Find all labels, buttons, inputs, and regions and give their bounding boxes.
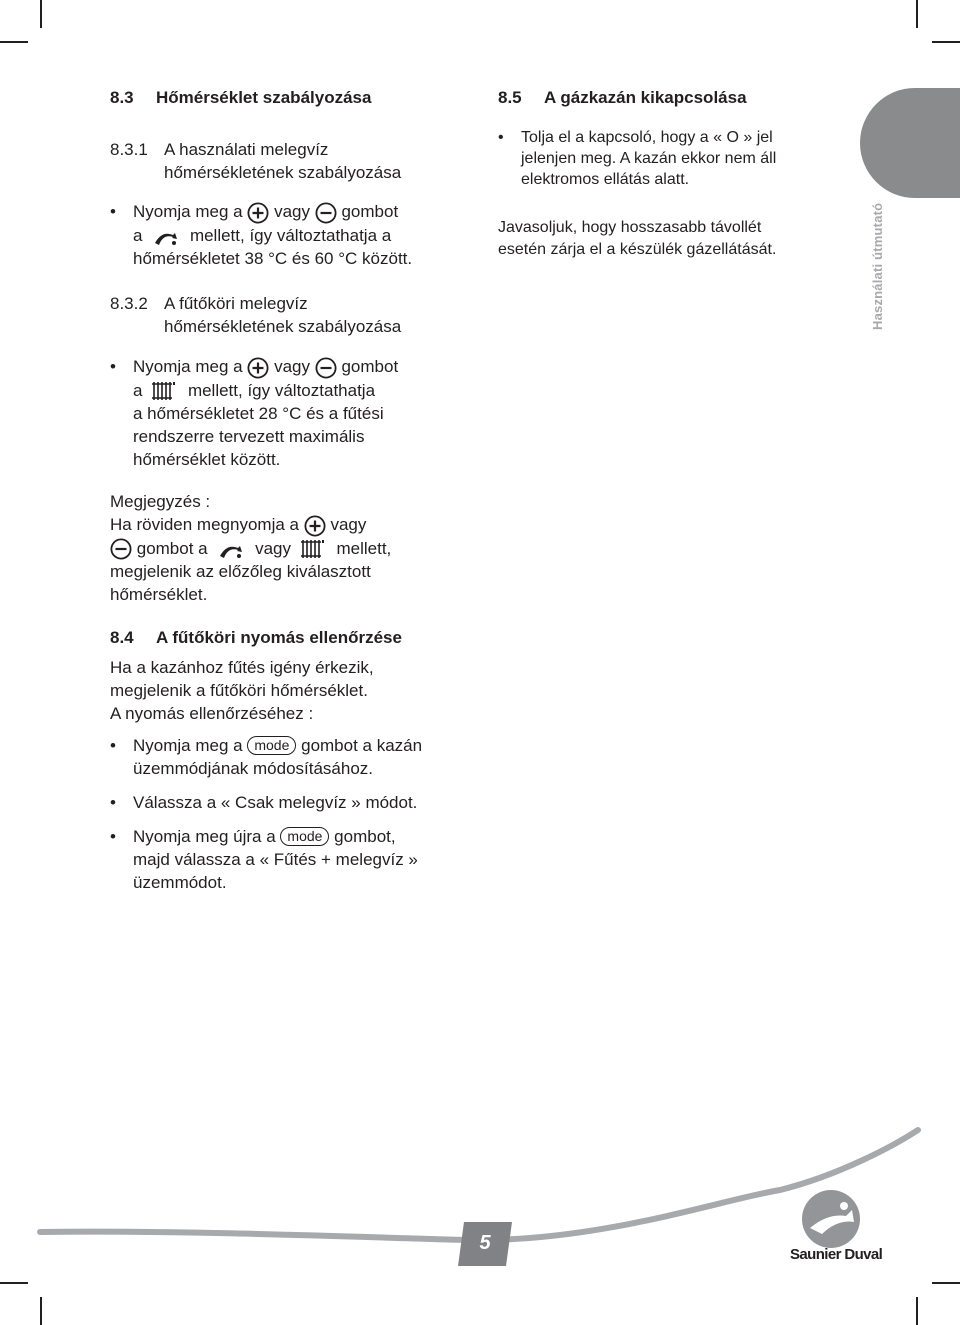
- mode-button-icon: mode: [280, 827, 329, 846]
- plus-circle-icon: [304, 515, 326, 537]
- crop-mark: [0, 1282, 28, 1284]
- bullet-mode-1: • Nyomja meg a mode gombot a kazán üzemmódjának módosításához.: [110, 736, 423, 778]
- bullet-hot-water-only: • Válassza a « Csak melegvíz » módot.: [110, 793, 418, 812]
- radiator-icon: [151, 380, 179, 402]
- section-8-4-heading: 8.4 A fűtőköri nyomás ellenőrzése: [110, 628, 402, 647]
- crop-mark: [0, 41, 28, 43]
- mode-button-icon: mode: [247, 736, 296, 755]
- saunier-duval-logo-icon: [800, 1188, 862, 1250]
- bullet-mode-2: • Nyomja meg újra a mode gombot, majd válassza a « Fűtés + melegvíz » üzemmódot.: [110, 827, 418, 892]
- radiator-icon: [300, 538, 328, 560]
- brand-name: Saunier Duval: [790, 1246, 883, 1263]
- bullet-switch-off: • Tolja el a kapcsoló, hogy a « O » jel jelenjen meg. A kazán ekkor nem áll elektromos ellátás alatt.: [498, 129, 777, 188]
- section-8-5-heading: 8.5 A gázkazán kikapcsolása: [498, 88, 747, 107]
- hot-water-tap-icon: [153, 225, 179, 247]
- section-8-3-heading: 8.3 Hőmérséklet szabályozása: [110, 88, 372, 107]
- crop-mark: [916, 1297, 918, 1325]
- section-8-3-1-heading: 8.3.1 A használati melegvíz hőmérsékletének szabályozása: [110, 140, 402, 182]
- minus-circle-icon: [110, 538, 132, 560]
- side-tab: [860, 88, 960, 198]
- note-block: Megjegyzés : Ha röviden megnyomja a vagy gombot a vagy mellett, megjelenik az előzőleg kiválasztott hőmérséklet.: [110, 492, 392, 605]
- page-number-badge: [458, 1222, 512, 1266]
- minus-circle-icon: [315, 357, 337, 379]
- crop-mark: [40, 0, 42, 28]
- bullet-heating-water: • Nyomja meg a vagy gombot a mellett, így változtathatja a hőmérsékletet 28 °C és a fűtési rendszerre tervezett maximális hőmérséklet között.: [110, 357, 399, 470]
- bullet-hot-water: • Nyomja meg a vagy gombot a mellett, így változtathatja a hőmérsékletet 38 °C és 60 °C között.: [110, 202, 413, 269]
- section-8-3-2-heading: 8.3.2 A fűtőköri melegvíz hőmérsékletének szabályozása: [110, 294, 402, 336]
- plus-circle-icon: [247, 202, 269, 224]
- crop-mark: [916, 0, 918, 28]
- hot-water-tap-icon: [218, 538, 244, 560]
- gas-supply-advice: Javasoljuk, hogy hosszasabb távollét esetén zárja el a készülék gázellátását.: [498, 219, 777, 258]
- side-label: Használati útmutató: [870, 202, 885, 330]
- crop-mark: [40, 1297, 42, 1325]
- page-number: 5: [479, 1232, 491, 1254]
- plus-circle-icon: [247, 357, 269, 379]
- crop-mark: [932, 41, 960, 43]
- minus-circle-icon: [315, 202, 337, 224]
- crop-mark: [932, 1282, 960, 1284]
- section-8-4-text: Ha a kazánhoz fűtés igény érkezik, megjelenik a fűtőköri hőmérséklet. A nyomás ellenőrzéséhez :: [110, 658, 374, 723]
